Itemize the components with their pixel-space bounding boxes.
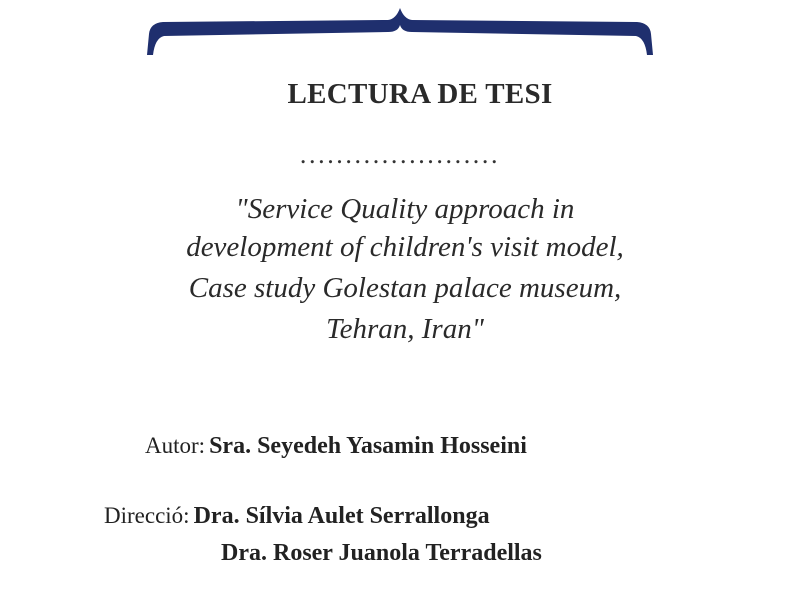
page-title: LECTURA DE TESI [287, 78, 553, 110]
direction-label: Direcció: [104, 503, 190, 528]
author-line [145, 433, 527, 460]
author-label: Autor: [145, 433, 206, 458]
direction-line-2 [221, 540, 542, 567]
director-name: Dra. Roser Juanola Terradellas [221, 540, 542, 566]
thesis-title-line: development of children's visit model, [186, 231, 624, 263]
decorative-brace [0, 0, 800, 60]
thesis-title-line: Case study Golestan palace museum, [188, 272, 622, 304]
thesis-title-line: "Service Quality approach in [235, 193, 575, 225]
direction-line [104, 503, 490, 530]
author-name: Sra. Seyedeh Yasamin Hosseini [209, 433, 527, 459]
dotted-separator: ...................... [299, 140, 501, 169]
director-name: Dra. Sílvia Aulet Serrallonga [193, 503, 490, 529]
thesis-title-line: Tehran, Iran" [326, 313, 484, 345]
brace-shape [147, 8, 653, 55]
